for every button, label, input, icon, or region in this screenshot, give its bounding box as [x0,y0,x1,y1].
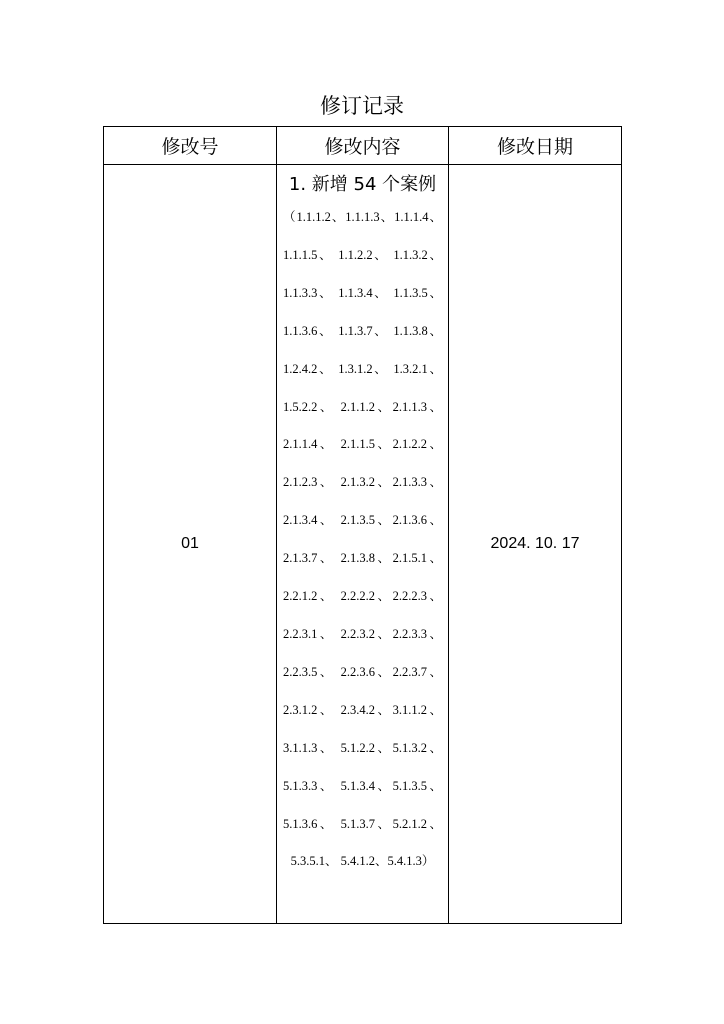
table-header-row [104,127,622,165]
page-title: 修订记录 [320,94,404,118]
header-revision-content: 修改内容 [277,127,449,165]
revision-content-cell [277,165,449,924]
content-heading: 1. 新增 54 个案例 [288,174,437,195]
header-revision-no: 修改号 [104,127,277,165]
revision-table [103,126,622,924]
case-number-list: （1.1.1.2、1.1.1.3、1.1.1.4、1.1.1.5、 1.1.2.2、 1.1.3.2、1.1.3.3、 1.1.3.4、 1.1.3.5、1.1.3.6、 1.1.3.7、 1.1.3.8、1.2.4.2、 1.3.1.2、 1.3.2.1、 1.5.2.2、 2.1.1.2、2.1.1.3、 2.1.1.4、 2.1.1.5、2.1.2.2、 2.1.2.3、 2.1.3.2、2.1.3.3、 2.1.3.4、 2.1.3.5、2.1.3.6、 2.1.3.7、 2.1.3.8、2.1.5.1、 2.2.1.2、 2.2.2.2、2.2.2.3、 2.2.3.1、 2.2.3.2、2.2.3.3、 2.2.3.5、 2.2.3.6、2.2.3.7、 2.3.1.2、 2.3.4.2、3.1.1.2、 3.1.1.3、 5.1.2.2、5.1.3.2、 5.1.3.3、 5.1.3.4、5.1.3.5、 5.1.3.6、 5.1.3.7、5.2.1.2、 5.3.5.1、 5.4.1.2、5.4.1.3） [283,210,442,869]
table-row [104,165,622,924]
header-revision-date: 修改日期 [449,127,622,165]
revision-no-cell: 01 [104,165,277,924]
revision-date-cell: 2024. 10. 17 [449,165,622,924]
